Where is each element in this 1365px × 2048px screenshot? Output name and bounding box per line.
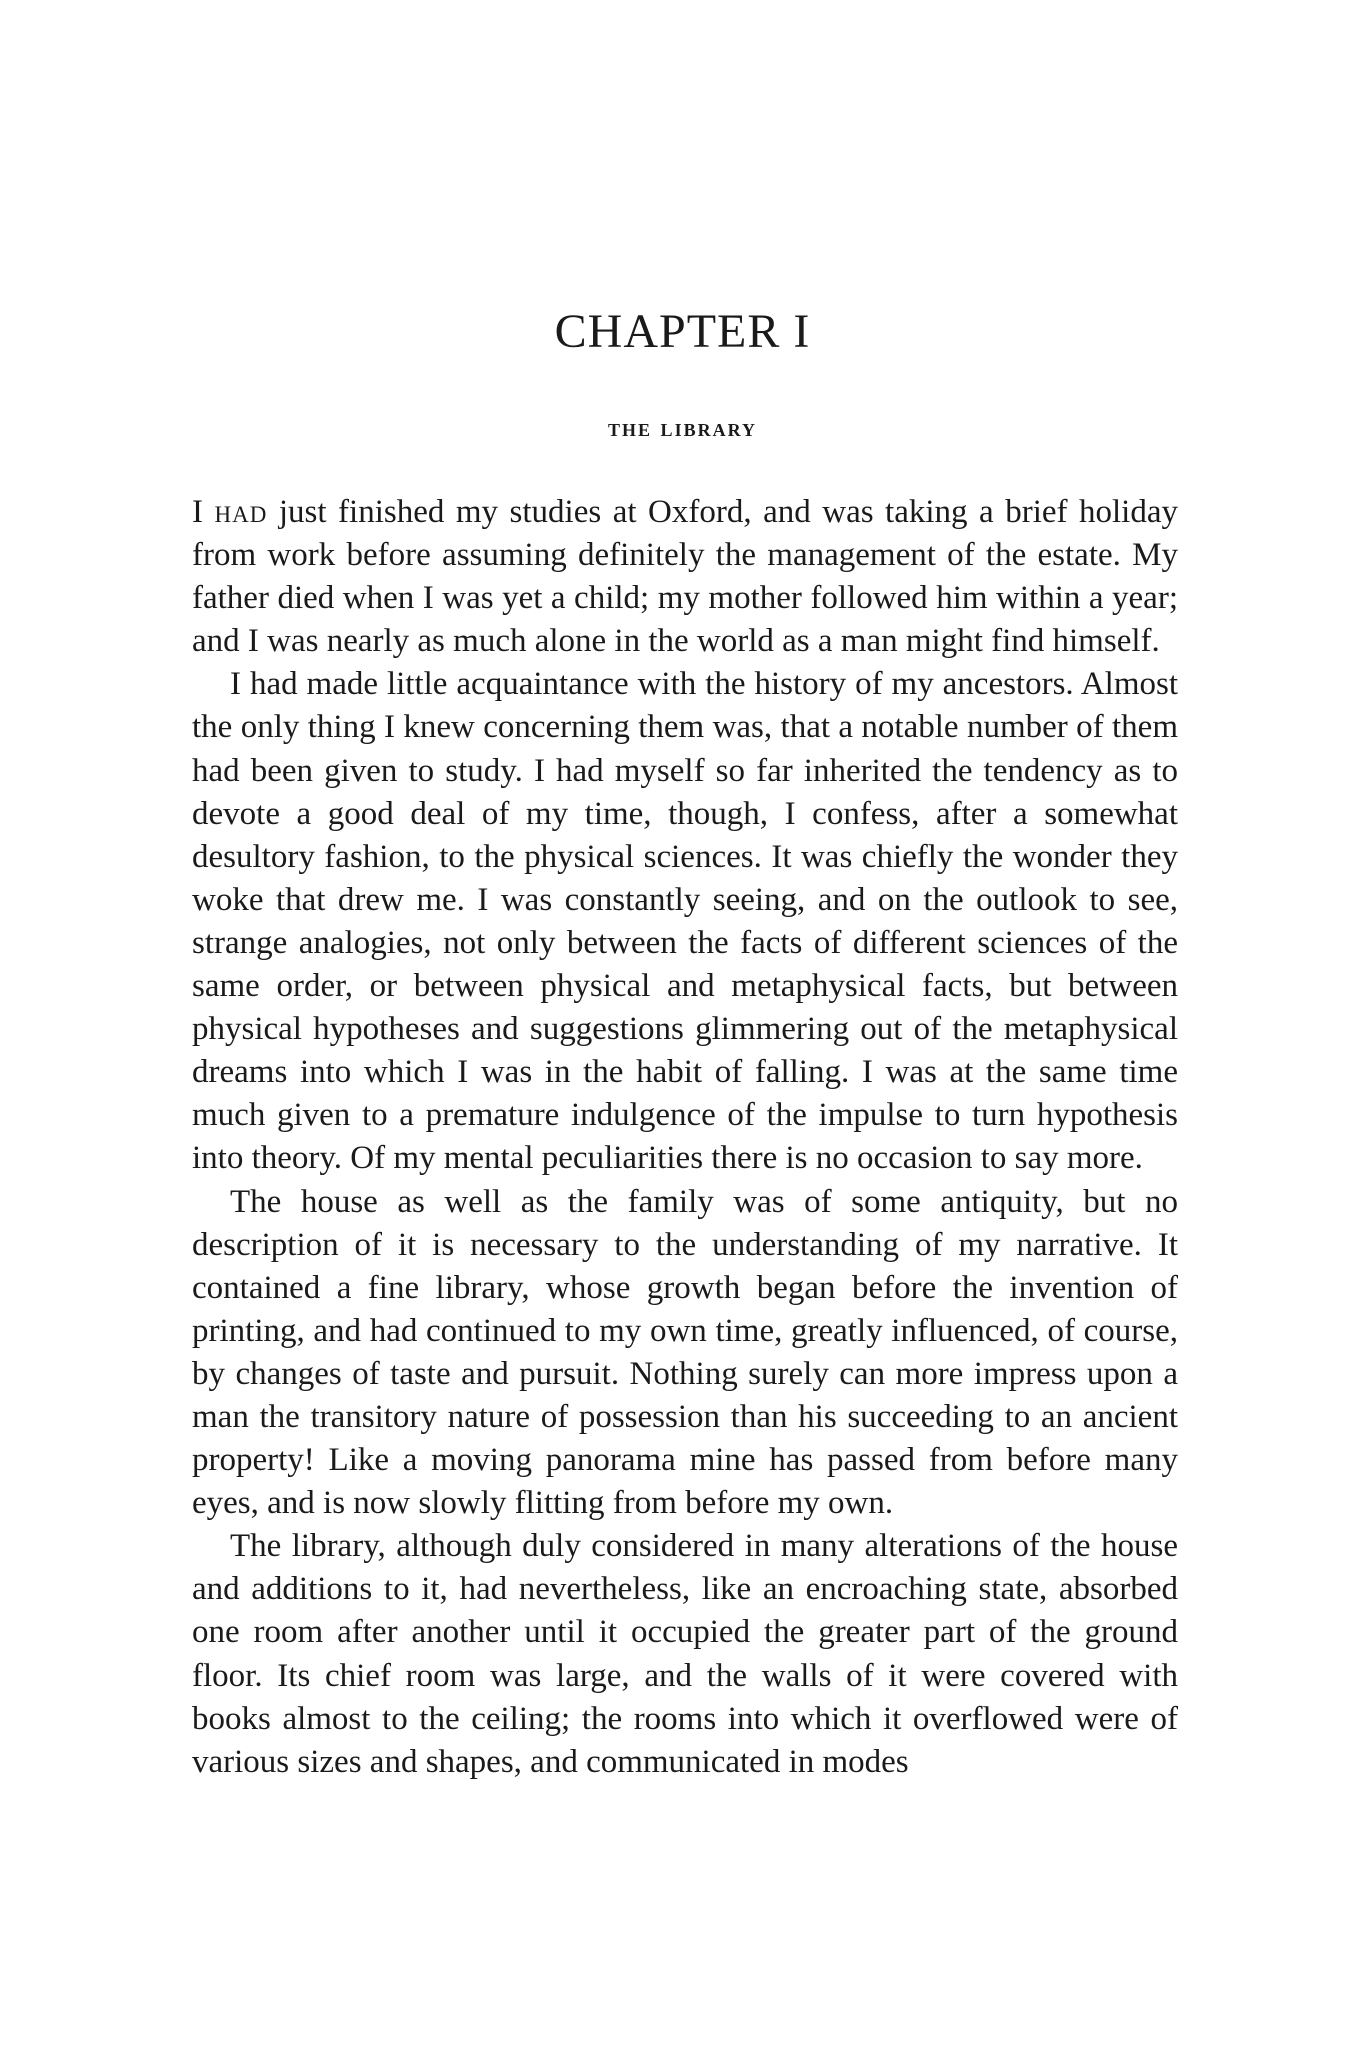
paragraph-2: I had made little acquaintance with the history of my ancestors. Almost the only thing I knew concerning them was, that a notable number of them had been given to study. I had myself so far inherited the tendency as to devote a good deal of my time, though, I confess, after a somewhat desultory fashion, to the physical sciences. It was chiefly the wonder they woke that drew me. I was constantly seeing, and on the outlook to see, strange analogies, not only between the facts of different sciences of the same order, or between physical and metaphysical facts, but between physical hypotheses and suggestions glimmering out of the metaphysical dreams into which I was in the habit of falling. I was at the same time much given to a premature indulgence of the impulse to turn hypothesis into theory. Of my mental peculiarities there is no occasion to say more. xyxy=(192,666,1178,1177)
chapter-title: CHAPTER I xyxy=(554,305,811,358)
chapter-body xyxy=(192,491,1178,1784)
paragraph-lead-smallcaps: had xyxy=(214,494,268,530)
chapter-subtitle: the library xyxy=(608,413,757,442)
paragraph-4: The library, although duly considered in many alterations of the house and additions to it, had nevertheless, like an encroaching state, absorbed one room after another until it occupied the greater part of the ground floor. Its chief room was large, and the walls of it were covered with books almost to the ceiling; the rooms into which it overflowed were of various sizes and shapes, and communicated in modes xyxy=(192,1528,1178,1780)
paragraph-lead-initial: I xyxy=(192,494,215,530)
paragraph-1 xyxy=(192,491,1178,663)
paragraph-3: The house as well as the family was of some antiquity, but no description of it is necessary to the understanding of my narrative. It contained a fine library, whose growth began before the invention of printing, and had continued to my own time, greatly influenced, of course, by changes of taste and pursuit. Nothing surely can more impress upon a man the transitory nature of possession than his succeeding to an ancient property! Like a moving panorama mine has passed from before many eyes, and is now slowly flitting from before my own. xyxy=(192,1183,1178,1522)
paragraph-1-text: just finished my studies at Oxford, and was taking a brief holiday from work before assuming definitely the management of the estate. My father died when I was yet a child; my mother followed him within a year; and I was nearly as much alone in the world as a man might find himself. xyxy=(192,494,1178,660)
